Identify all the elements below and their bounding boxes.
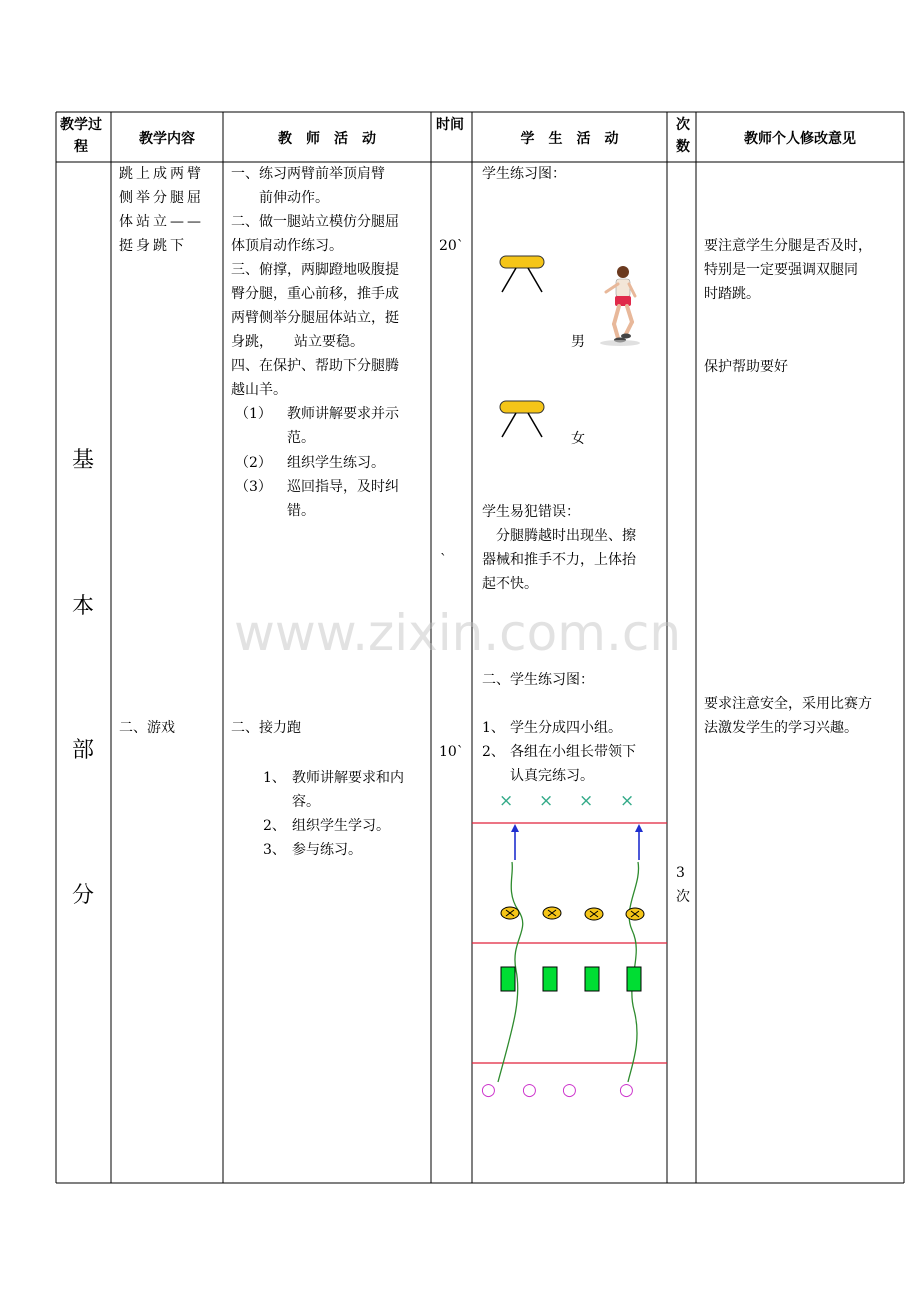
teacher-step: 2、 组织学生学习。 <box>263 818 390 834</box>
header-count: 次数 <box>676 117 690 155</box>
teacher-step: 1、 教师讲解要求和内 容。 <box>263 770 404 810</box>
circle-mark: ○ <box>481 1080 496 1100</box>
vaulting-buck-female-icon <box>496 397 552 443</box>
content-item-2: 二、游戏 <box>119 720 175 736</box>
section-char: 基 <box>72 448 95 473</box>
teacher-step: （1） 教师讲解要求并示 范。 <box>235 406 399 446</box>
header-content: 教学内容 <box>139 131 195 147</box>
time-1: 20` <box>439 238 464 254</box>
cross-mark: × <box>579 791 594 811</box>
relay-diagram <box>472 780 667 1110</box>
cross-mark: × <box>499 791 514 811</box>
cross-marks <box>499 791 634 811</box>
student-diagram-title: 学生练习图： <box>482 166 566 182</box>
teacher-step: 3、 参与练习。 <box>263 842 362 858</box>
teacher-comments-2: 保护帮助要好 <box>704 359 788 375</box>
repetition-count: 3 次 <box>676 865 690 905</box>
student-step: 1、 学生分成四小组。 <box>482 720 622 736</box>
content-item-1: 跳上成两臂 侧举分腿屈 体站立—— 挺身跳下 <box>119 166 204 254</box>
header-student: 学 生 活 动 <box>520 131 619 147</box>
green-blocks <box>501 967 641 991</box>
circle-mark: ○ <box>619 1080 634 1100</box>
time-mark: ` <box>440 552 447 568</box>
section-char: 部 <box>72 738 95 763</box>
circle-marks <box>481 1080 634 1100</box>
teacher-comments-3: 要求注意安全，采用比赛方 法激发学生的学习兴趣。 <box>704 696 872 736</box>
header-time: 时间 <box>436 117 464 133</box>
teacher-activity-1: 一、练习两臂前举顶肩臂 前伸动作。 二、做一腿站立模仿分腿屈 体顶肩动作练习。 三、俯撑，两脚蹬地吸腹提 臀分腿，重心前移，推手成 两臂侧举分腿屈体站立，挺 身跳， 站立要稳。 四、在保护、帮助下分腿腾 越山羊。 <box>231 166 399 398</box>
common-errors: 学生易犯错误： 分腿腾越时出现坐、擦 器械和推手不力，上体抬 起不快。 <box>482 504 636 592</box>
cross-mark: × <box>539 791 554 811</box>
teacher-activity-2: 二、接力跑 <box>231 720 301 736</box>
cross-mark: × <box>620 791 635 811</box>
header-comments: 教师个人修改意见 <box>744 131 856 147</box>
section-char: 分 <box>72 883 95 908</box>
label-female: 女 <box>571 431 585 447</box>
section-char: 本 <box>72 594 95 619</box>
teacher-step: （3） 巡回指导，及时纠 错。 <box>235 479 399 519</box>
teacher-step: （2） 组织学生练习。 <box>235 455 385 471</box>
header-teacher: 教 师 活 动 <box>278 131 376 147</box>
watermark: www.zixin.com.cn <box>234 604 682 662</box>
teacher-comments-1: 要注意学生分腿是否及时， 特别是一定要强调双腿同 时踏跳。 <box>704 238 872 302</box>
student-diagram-title-2: 二、学生练习图： <box>482 672 594 688</box>
time-2: 10` <box>439 744 464 760</box>
label-male: 男 <box>571 334 585 350</box>
runner-figure-icon <box>596 262 642 346</box>
header-process: 教学过程 <box>60 117 102 155</box>
vaulting-buck-male-icon <box>496 250 552 296</box>
circle-mark: ○ <box>562 1080 577 1100</box>
circle-mark: ○ <box>522 1080 537 1100</box>
student-step: 2、 各组在小组长带领下 认真完练习。 <box>482 744 636 784</box>
